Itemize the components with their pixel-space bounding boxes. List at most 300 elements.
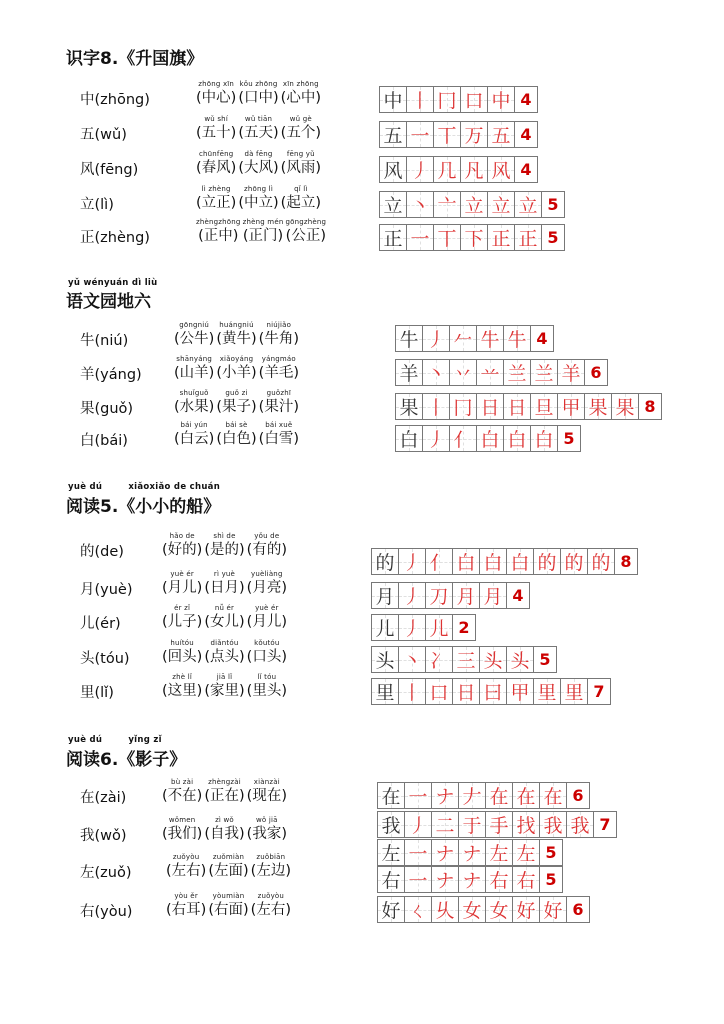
char-row [0, 673, 724, 705]
stroke-count: 5 [558, 425, 581, 452]
stroke-glyph: ナ [462, 870, 482, 892]
word-pinyin: qǐ lì [294, 185, 308, 193]
word [238, 80, 278, 108]
word-hanzi: (女儿) [204, 614, 245, 630]
stroke-glyph: 在 [543, 786, 563, 808]
word-hanzi: (有的) [246, 542, 287, 558]
stroke-cell-step [426, 614, 453, 641]
stroke-glyph: 日 [456, 682, 476, 704]
word-hanzi: (现在) [246, 788, 287, 804]
stroke-glyph: 亠 [437, 195, 457, 217]
word [174, 355, 214, 383]
word [204, 816, 244, 844]
stroke-glyph: 甲 [510, 682, 530, 704]
stroke-glyph: ㄑ [408, 900, 428, 922]
stroke-cell-step [515, 224, 542, 251]
word-list [162, 604, 289, 632]
stroke-glyph: 丶 [426, 363, 446, 385]
word-pinyin: bái xuě [265, 421, 293, 429]
stroke-cell-step [486, 896, 513, 923]
word-pinyin: xīn zhōng [282, 80, 319, 88]
stroke-cell-step [461, 191, 488, 218]
stroke-cell-step [488, 156, 515, 183]
word-pinyin: xiǎoyáng [219, 355, 254, 363]
stroke-glyph: 里 [375, 682, 395, 704]
stroke-glyph: 立 [383, 195, 403, 217]
stroke-glyph: 风 [383, 160, 403, 182]
stroke-cell-step [488, 191, 515, 218]
stroke-cell-step [488, 86, 515, 113]
word-hanzi: (心中) [280, 90, 321, 106]
word-list [196, 80, 323, 108]
word-pinyin: zhè lǐ [172, 673, 193, 681]
stroke-glyph: 丅 [437, 228, 457, 250]
stroke-glyph: 丿 [408, 815, 428, 837]
stroke-cell-step [585, 393, 612, 420]
section-pinyin: yuè dú xiǎoxiǎo de chuán [68, 482, 221, 492]
stroke-cell-step [540, 896, 567, 923]
word [247, 778, 287, 806]
word-list [196, 218, 328, 246]
word-hanzi: (正在) [204, 788, 245, 804]
word [251, 892, 291, 920]
char-row [0, 321, 724, 353]
stroke-grid [377, 811, 617, 838]
stroke-cell-step [540, 782, 567, 809]
word [281, 80, 321, 108]
stroke-cell-step [434, 121, 461, 148]
word-pinyin: dà fēng [244, 150, 273, 158]
stroke-count: 4 [515, 86, 538, 113]
word-hanzi: (左面) [208, 863, 249, 879]
stroke-cell-step [504, 359, 531, 386]
char-row [0, 218, 724, 250]
char-label: 果(guǒ) [80, 401, 134, 417]
word-hanzi: (起立) [280, 195, 321, 211]
stroke-cell-step [407, 191, 434, 218]
word [281, 185, 321, 213]
word-pinyin: shì de [213, 532, 236, 540]
word-pinyin: zì wǒ [215, 816, 234, 824]
stroke-glyph: 羊 [399, 363, 419, 385]
stroke-cell-step [423, 359, 450, 386]
stroke-glyph: 丅 [437, 125, 457, 147]
stroke-grid [377, 896, 590, 923]
stroke-glyph: 果 [588, 397, 608, 419]
char-label: 儿(ér) [80, 616, 121, 632]
stroke-cell-step [434, 224, 461, 251]
stroke-cell-step [432, 782, 459, 809]
word-hanzi: (口头) [246, 649, 287, 665]
word [247, 816, 287, 844]
word-hanzi: (右耳) [166, 902, 207, 918]
stroke-cell-character [378, 782, 405, 809]
char-label: 月(yuè) [80, 582, 133, 598]
word [251, 853, 291, 881]
word [208, 892, 248, 920]
stroke-glyph: 一 [410, 228, 430, 250]
stroke-cell-step [477, 325, 504, 352]
stroke-glyph: 的 [564, 552, 584, 574]
word [247, 604, 287, 632]
word-hanzi: (是的) [204, 542, 245, 558]
stroke-glyph: 左 [489, 843, 509, 865]
word [166, 892, 206, 920]
word-hanzi: (白雪) [258, 431, 299, 447]
stroke-glyph: 在 [516, 786, 536, 808]
stroke-cell-step [453, 678, 480, 705]
stroke-glyph: 女 [462, 900, 482, 922]
word-list [162, 570, 289, 598]
stroke-cell-step [477, 359, 504, 386]
word [196, 150, 236, 178]
word [247, 673, 287, 701]
char-row [0, 843, 724, 885]
stroke-glyph: 白 [534, 429, 554, 451]
stroke-glyph: 的 [591, 552, 611, 574]
stroke-cell-character [396, 393, 423, 420]
stroke-cell-step [459, 782, 486, 809]
char-label: 五(wǔ) [80, 127, 127, 143]
stroke-glyph: 三 [456, 650, 476, 672]
word-hanzi: (春风) [196, 160, 237, 176]
word-list [162, 532, 289, 560]
stroke-cell-step [480, 678, 507, 705]
stroke-cell-step [540, 811, 567, 838]
word-hanzi: (好的) [162, 542, 203, 558]
stroke-count: 4 [507, 582, 530, 609]
word-pinyin: gōngniú [179, 321, 210, 329]
word [174, 389, 214, 417]
word-pinyin: chūnfēng [198, 150, 234, 158]
stroke-glyph: 丷 [453, 363, 473, 385]
stroke-cell-step [534, 678, 561, 705]
stroke-glyph: 好 [381, 900, 401, 922]
word-pinyin: guǒzhī [266, 389, 292, 397]
stroke-glyph: 丶 [410, 195, 430, 217]
word [238, 185, 278, 213]
word-hanzi: (日月) [204, 580, 245, 596]
word-pinyin: guǒ zi [225, 389, 248, 397]
stroke-grid [377, 839, 563, 866]
word-pinyin: bái sè [225, 421, 248, 429]
stroke-cell-character [372, 614, 399, 641]
stroke-count: 6 [567, 782, 590, 809]
stroke-glyph: ナ [435, 870, 455, 892]
stroke-cell-step [486, 811, 513, 838]
char-label: 立(lì) [80, 197, 114, 213]
word-hanzi: (自我) [204, 826, 245, 842]
stroke-cell-step [507, 678, 534, 705]
word-pinyin: zhōng xīn [198, 80, 235, 88]
word [162, 639, 202, 667]
stroke-glyph: 万 [464, 125, 484, 147]
word-pinyin: wǒmen [168, 816, 196, 824]
word-hanzi: (正中) [198, 228, 239, 244]
word-pinyin: jiā lǐ [216, 673, 233, 681]
word-list [162, 778, 289, 806]
word [259, 321, 299, 349]
stroke-glyph: 冂 [453, 397, 473, 419]
word-pinyin: huángniú [219, 321, 254, 329]
word [285, 218, 326, 246]
stroke-cell-step [450, 425, 477, 452]
word [204, 673, 244, 701]
stroke-count: 8 [639, 393, 662, 420]
word-pinyin: lǐ tóu [257, 673, 277, 681]
word-pinyin: nǚ ér [214, 604, 235, 612]
word-hanzi: (黄牛) [216, 331, 257, 347]
word-list [166, 853, 293, 881]
char-row [0, 604, 724, 640]
stroke-count: 7 [594, 811, 617, 838]
stroke-cell-step [405, 811, 432, 838]
word-pinyin: huítóu [170, 639, 194, 647]
stroke-glyph: 冫 [429, 650, 449, 672]
stroke-glyph: 羊 [561, 363, 581, 385]
char-label: 正(zhèng) [80, 230, 150, 246]
word-hanzi: (五天) [238, 125, 279, 141]
word-pinyin: zuǒmiàn [212, 853, 245, 861]
stroke-cell-step [405, 782, 432, 809]
word-hanzi: (牛角) [258, 331, 299, 347]
stroke-glyph: 五 [491, 125, 511, 147]
word-pinyin: zuǒyòu [257, 892, 285, 900]
stroke-glyph: 果 [399, 397, 419, 419]
char-row [0, 421, 724, 453]
stroke-cell-step [432, 866, 459, 893]
word-pinyin: yángmáo [261, 355, 296, 363]
word-list [174, 321, 301, 349]
stroke-cell-step [488, 224, 515, 251]
stroke-cell-step [486, 866, 513, 893]
word-hanzi: (小羊) [216, 365, 257, 381]
stroke-cell-step [405, 866, 432, 893]
section-title: 语文园地六 [66, 292, 151, 312]
stroke-glyph: 冂 [437, 90, 457, 112]
stroke-cell-step [459, 811, 486, 838]
word [196, 80, 236, 108]
stroke-grid [395, 359, 608, 386]
word [259, 355, 299, 383]
stroke-glyph: 头 [510, 650, 530, 672]
word [259, 421, 299, 449]
char-label: 里(lǐ) [80, 685, 114, 701]
stroke-cell-step [450, 359, 477, 386]
stroke-count: 7 [588, 678, 611, 705]
word-hanzi: (果汁) [258, 399, 299, 415]
stroke-grid [379, 86, 538, 113]
stroke-cell-step [531, 359, 558, 386]
word-hanzi: (这里) [162, 683, 203, 699]
stroke-grid [379, 191, 565, 218]
stroke-cell-step [426, 678, 453, 705]
stroke-grid [395, 393, 662, 420]
char-row [0, 115, 724, 147]
word [162, 532, 202, 560]
stroke-glyph: 右 [381, 870, 401, 892]
stroke-cell-step [423, 425, 450, 452]
stroke-cell-step [612, 393, 639, 420]
word [208, 853, 248, 881]
stroke-cell-character [372, 646, 399, 673]
stroke-glyph: 亻 [453, 429, 473, 451]
stroke-cell-character [378, 811, 405, 838]
word-hanzi: (儿子) [162, 614, 203, 630]
word [204, 639, 244, 667]
char-label: 头(tóu) [80, 651, 130, 667]
stroke-cell-step [459, 839, 486, 866]
stroke-grid [377, 782, 590, 809]
stroke-glyph: 月 [483, 586, 503, 608]
char-row [0, 185, 724, 217]
stroke-cell-step [426, 646, 453, 673]
stroke-glyph: 好 [516, 900, 536, 922]
word-pinyin: zuǒyòu [172, 853, 200, 861]
word-pinyin: zhèngzài [208, 778, 241, 786]
word-hanzi: (五个) [280, 125, 321, 141]
stroke-cell-step [399, 678, 426, 705]
word-hanzi: (家里) [204, 683, 245, 699]
word-hanzi: (右面) [208, 902, 249, 918]
word [247, 639, 287, 667]
stroke-glyph: 𠂇 [462, 786, 482, 808]
char-row [0, 389, 724, 421]
word-pinyin: fēng yǔ [286, 150, 315, 158]
stroke-cell-step [407, 156, 434, 183]
word-pinyin: bù zài [171, 778, 194, 786]
stroke-cell-step [558, 359, 585, 386]
stroke-grid [379, 121, 538, 148]
word-pinyin: zhèngzhōng [196, 218, 241, 226]
word [204, 532, 244, 560]
stroke-cell-step [405, 839, 432, 866]
word-hanzi: (正门) [242, 228, 284, 244]
stroke-glyph: 立 [464, 195, 484, 217]
word [162, 570, 202, 598]
word-pinyin: hǎo de [169, 532, 195, 540]
word [162, 673, 202, 701]
stroke-count: 5 [534, 646, 557, 673]
stroke-glyph: 丶 [402, 650, 422, 672]
stroke-cell-step [558, 393, 585, 420]
word-pinyin: yuè ér [170, 570, 194, 578]
word-list [174, 355, 301, 383]
char-label: 我(wǒ) [80, 828, 127, 844]
stroke-glyph: 我 [381, 815, 401, 837]
word-hanzi: (月儿) [162, 580, 203, 596]
word-pinyin: yuè ér [255, 604, 279, 612]
stroke-glyph: 几 [437, 160, 457, 182]
stroke-glyph: 丿 [402, 618, 422, 640]
word [281, 115, 321, 143]
stroke-count: 4 [515, 121, 538, 148]
stroke-cell-step [513, 839, 540, 866]
word-hanzi: (月亮) [246, 580, 287, 596]
stroke-glyph: 左 [381, 843, 401, 865]
word-hanzi: (不在) [162, 788, 203, 804]
char-row [0, 150, 724, 182]
word-hanzi: (点头) [204, 649, 245, 665]
stroke-glyph: ナ [435, 843, 455, 865]
stroke-glyph: 乆 [435, 900, 455, 922]
word [174, 421, 214, 449]
stroke-cell-character [378, 839, 405, 866]
stroke-glyph: ナ [462, 843, 482, 865]
word-list [196, 185, 323, 213]
char-label: 在(zài) [80, 790, 127, 806]
stroke-glyph: 甲 [561, 397, 581, 419]
stroke-glyph: 丿 [426, 329, 446, 351]
stroke-glyph: 中 [491, 90, 511, 112]
stroke-glyph: 白 [480, 429, 500, 451]
stroke-glyph: 于 [462, 815, 482, 837]
stroke-grid [395, 425, 581, 452]
section-title: 识字8.《升国旗》 [66, 49, 204, 69]
word-hanzi: (果子) [216, 399, 257, 415]
word-list [174, 389, 301, 417]
stroke-cell-step [504, 425, 531, 452]
stroke-glyph: 左 [516, 843, 536, 865]
stroke-cell-step [513, 782, 540, 809]
stroke-glyph: 丨 [402, 682, 422, 704]
word-pinyin: niújiǎo [266, 321, 292, 329]
stroke-glyph: 丿 [410, 160, 430, 182]
stroke-glyph: 亻 [429, 552, 449, 574]
stroke-glyph: 找 [516, 815, 536, 837]
stroke-cell-step [434, 86, 461, 113]
word [247, 532, 287, 560]
word-pinyin: bái yún [180, 421, 208, 429]
stroke-count: 6 [567, 896, 590, 923]
word-pinyin: ér zǐ [174, 604, 191, 612]
stroke-count: 2 [453, 614, 476, 641]
word-hanzi: (中心) [196, 90, 237, 106]
stroke-glyph: 𠂉 [453, 329, 473, 351]
stroke-count: 4 [531, 325, 554, 352]
stroke-cell-step [504, 393, 531, 420]
stroke-count: 4 [515, 156, 538, 183]
stroke-glyph: 五 [383, 125, 403, 147]
stroke-glyph: 口 [464, 90, 484, 112]
stroke-glyph: 白 [483, 552, 503, 574]
stroke-glyph: 牛 [480, 329, 500, 351]
stroke-cell-step [434, 191, 461, 218]
stroke-cell-character [396, 325, 423, 352]
word-hanzi: (月儿) [246, 614, 287, 630]
stroke-glyph: 二 [435, 815, 455, 837]
stroke-cell-step [507, 646, 534, 673]
word [216, 321, 256, 349]
stroke-cell-step [423, 325, 450, 352]
word [259, 389, 299, 417]
word-pinyin: wǔ gè [289, 115, 312, 123]
word-hanzi: (水果) [174, 399, 215, 415]
word-hanzi: (大风) [238, 160, 279, 176]
stroke-cell-step [461, 86, 488, 113]
stroke-cell-step [405, 896, 432, 923]
char-row [0, 778, 724, 810]
stroke-cell-step [432, 811, 459, 838]
stroke-cell-step [567, 811, 594, 838]
stroke-glyph: 兰 [507, 363, 527, 385]
stroke-glyph: 白 [507, 429, 527, 451]
stroke-cell-step [423, 393, 450, 420]
word-hanzi: (回头) [162, 649, 203, 665]
stroke-cell-step [453, 646, 480, 673]
stroke-glyph: 日 [480, 397, 500, 419]
stroke-glyph: 兰 [534, 363, 554, 385]
